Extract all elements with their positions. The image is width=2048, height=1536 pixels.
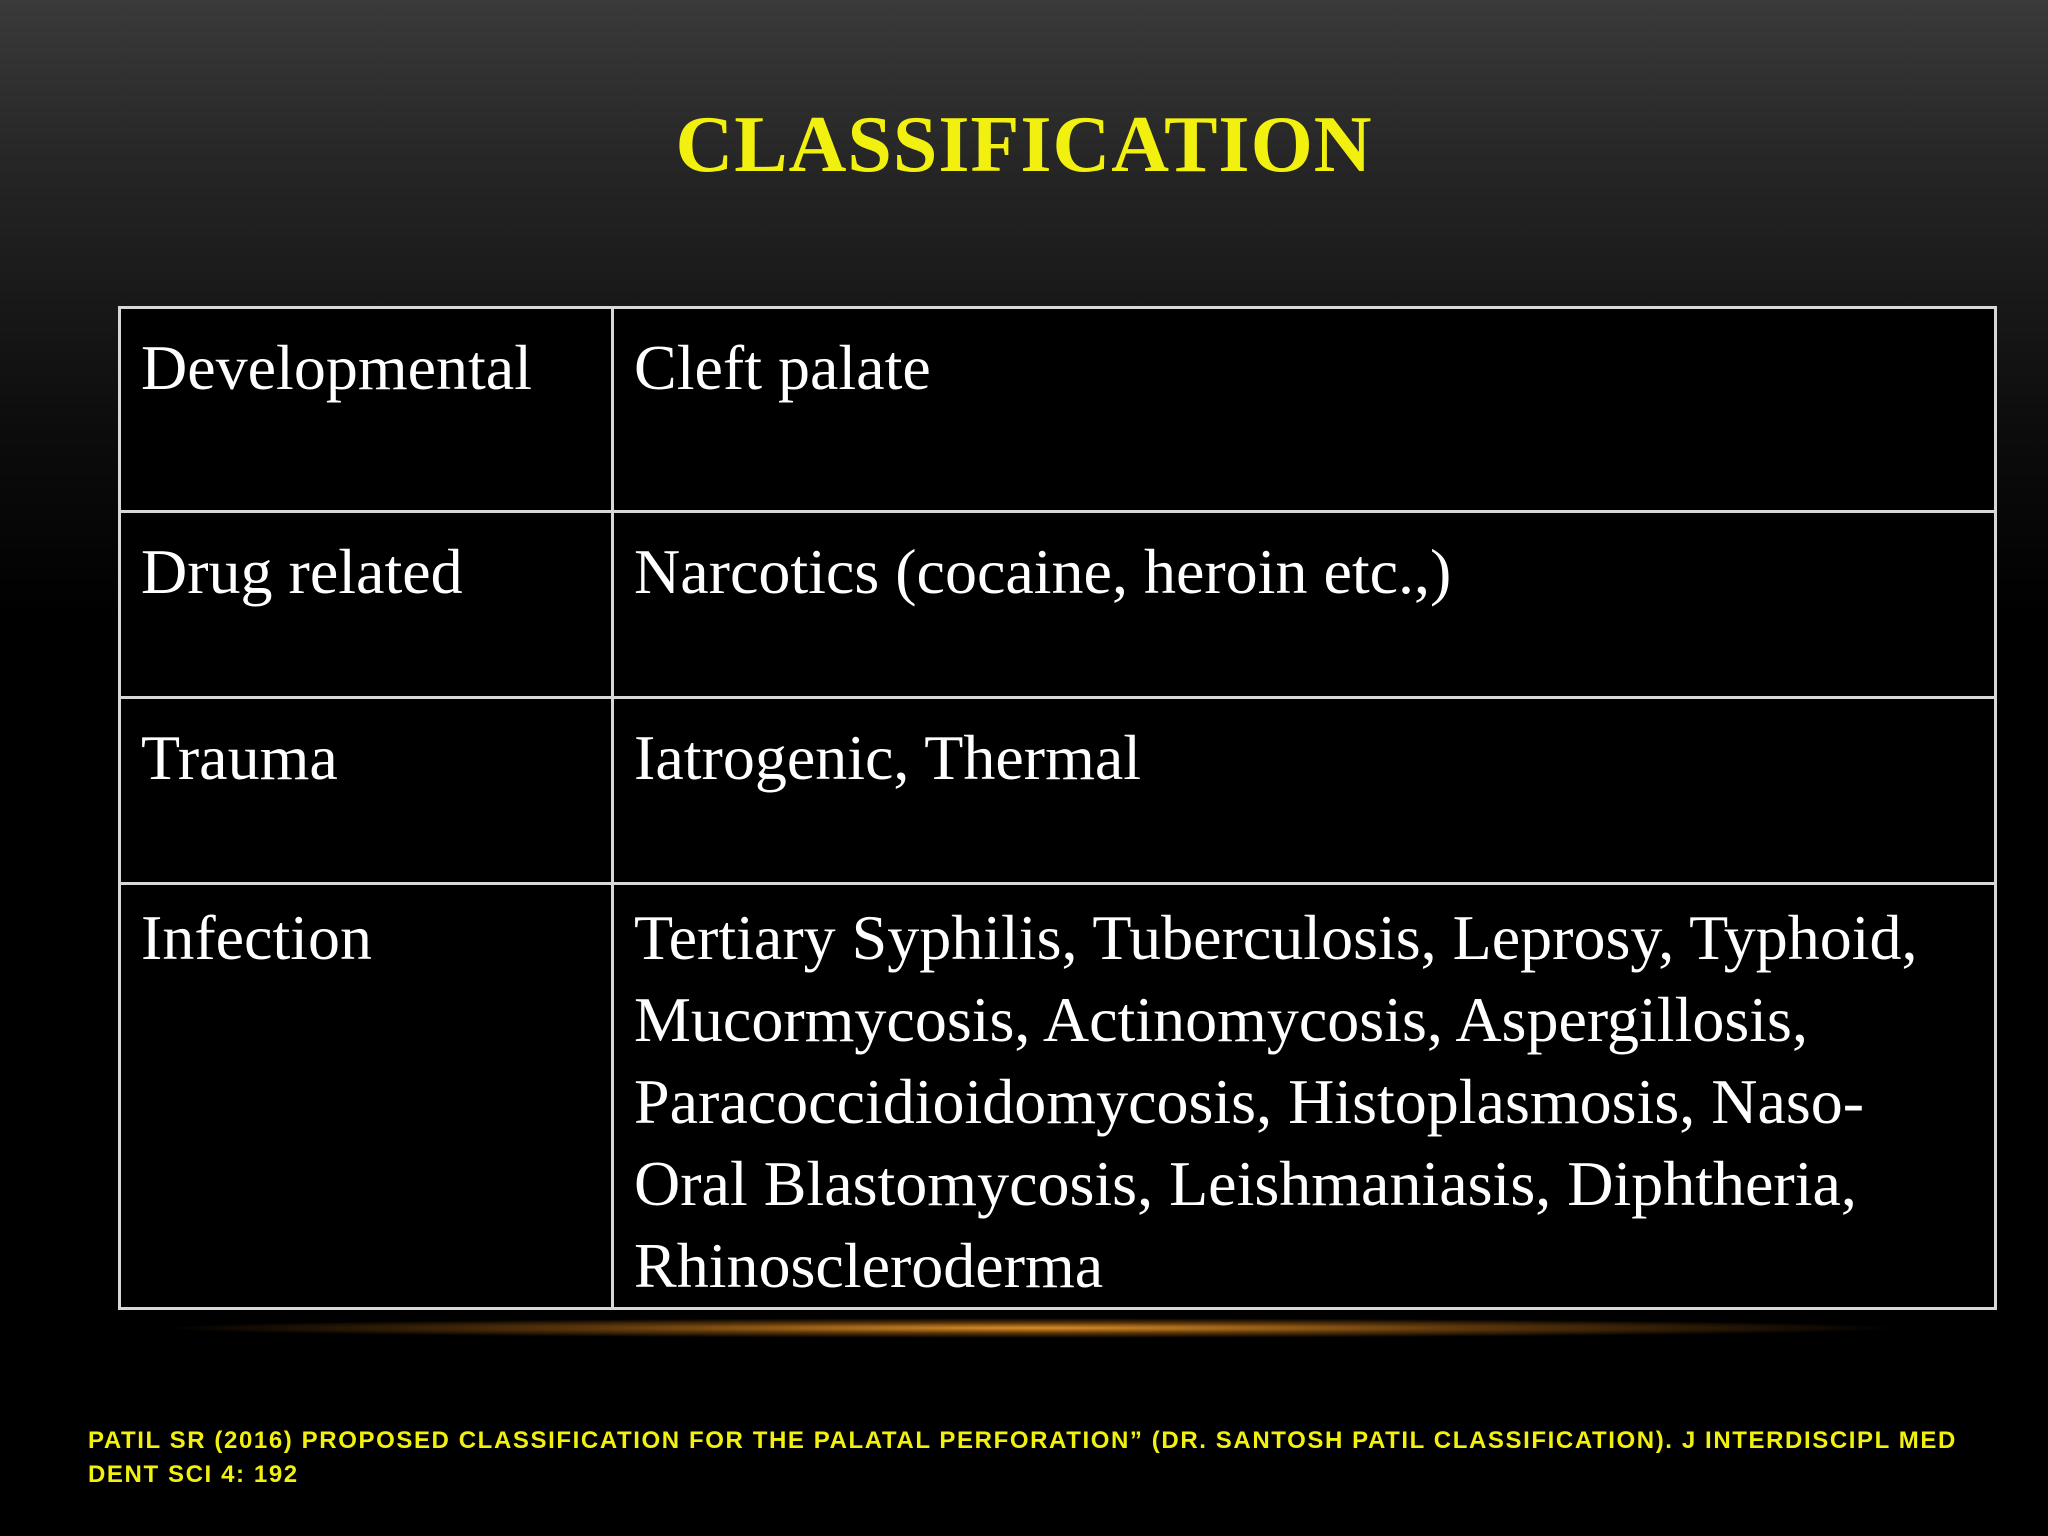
table-row-infection <box>120 884 1996 1309</box>
classification-table <box>118 306 1997 1310</box>
classification-table-container <box>118 306 1997 1310</box>
citation-footer: PATIL SR (2016) PROPOSED CLASSIFICATION FOR THE PALATAL PERFORATION” (DR. SANTOSH PATIL CLASSIFICATION). J INTERDISCIPL MED DENT SCI 4: 192 <box>88 1427 1957 1488</box>
category-cell: Developmental <box>120 308 613 512</box>
category-cell: Infection <box>120 884 613 1309</box>
category-cell: Drug related <box>120 512 613 698</box>
examples-cell: Cleft palate <box>613 308 1996 512</box>
decorative-glow-divider <box>150 1318 1910 1338</box>
examples-cell: Iatrogenic, Thermal <box>613 698 1996 884</box>
examples-cell: Narcotics (cocaine, heroin etc.,) <box>613 512 1996 698</box>
slide-title: CLASSIFICATION <box>675 101 1373 189</box>
table-row-developmental <box>120 308 1996 512</box>
table-row-trauma <box>120 698 1996 884</box>
category-cell: Trauma <box>120 698 613 884</box>
table-row-drug-related <box>120 512 1996 698</box>
examples-cell: Tertiary Syphilis, Tuberculosis, Leprosy, Typhoid, Mucormycosis, Actinomycosis, Aspergillosis, Paracoccidioidomycosis, Histoplasmosis, Naso-Oral Blastomycosis, Leishmaniasis, Diphtheria, Rhinoscleroderma <box>613 884 1996 1309</box>
